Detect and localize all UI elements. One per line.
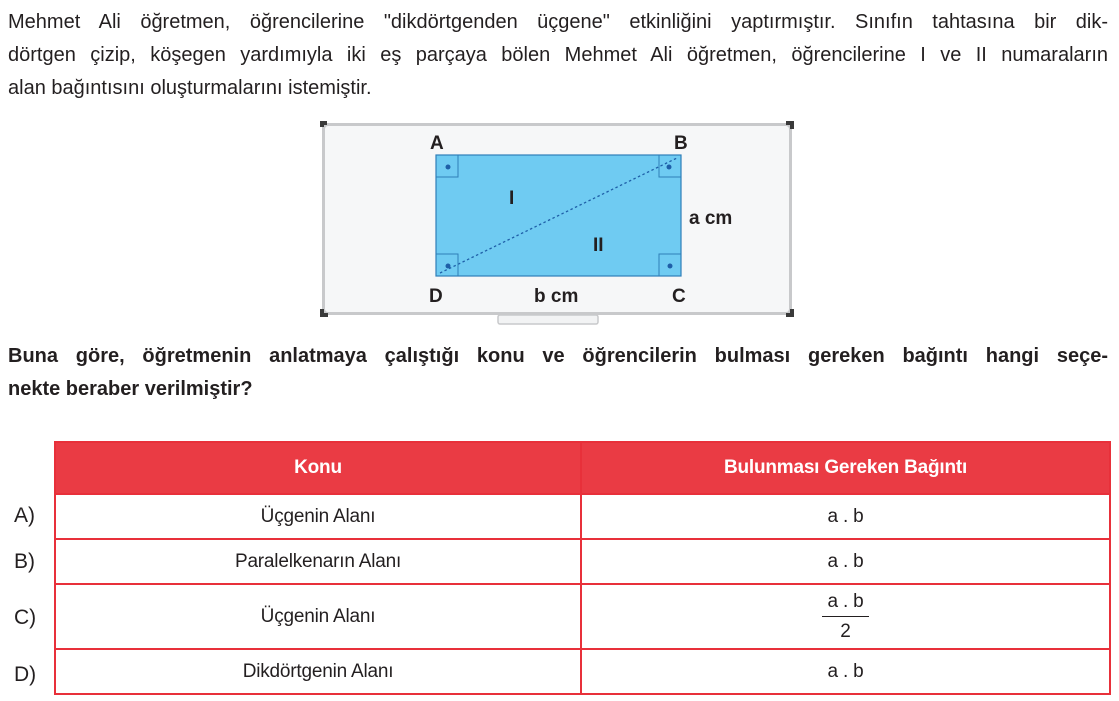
- table-row[interactable]: [55, 584, 1110, 649]
- question-line-2: nekte beraber verilmiştir?: [8, 378, 253, 400]
- right-angle-dot: [446, 165, 451, 170]
- side-label-height: a cm: [689, 208, 733, 229]
- option-d-relation: a . b: [581, 649, 1110, 694]
- option-c-topic: Üçgenin Alanı: [55, 584, 581, 649]
- right-angle-dot: [668, 264, 673, 269]
- header-topic: Konu: [55, 442, 581, 494]
- right-angle-dot: [667, 165, 672, 170]
- option-a-relation: a . b: [581, 494, 1110, 539]
- option-letter-c[interactable]: C): [14, 606, 37, 629]
- question-text: [8, 340, 1108, 406]
- option-b-relation: a . b: [581, 539, 1110, 584]
- region-label-two: II: [593, 235, 604, 256]
- option-c-relation: [581, 584, 1110, 649]
- option-letter-a[interactable]: A): [14, 504, 35, 527]
- fraction-denominator: 2: [840, 620, 851, 642]
- question-line-1: Buna göre, öğretmenin anlatmaya çalıştığı konu ve öğrencilerin bulması gereken bağıntı hangi seçe-: [8, 345, 1108, 367]
- rectangle-diagram: [318, 118, 798, 330]
- table-header-row: [55, 442, 1110, 494]
- fraction: [822, 591, 870, 643]
- intro-line-1: Mehmet Ali öğretmen, öğrencilerine "dikdörtgenden üçgene" etkinliğini yaptırmıştır. Sınıfın tahtasına bir dik-: [8, 11, 1108, 33]
- option-letter-d[interactable]: D): [14, 663, 37, 686]
- corner-label-d: D: [429, 286, 443, 307]
- right-angle-dot: [446, 264, 451, 269]
- whiteboard-figure: [318, 118, 798, 330]
- side-label-width: b cm: [534, 286, 579, 307]
- option-a-topic: Üçgenin Alanı: [55, 494, 581, 539]
- intro-line-3: alan bağıntısını oluşturmalarını istemiştir.: [8, 77, 372, 99]
- region-label-one: I: [509, 188, 515, 209]
- intro-line-2: dörtgen çizip, köşegen yardımıyla iki eş parçaya bölen Mehmet Ali öğretmen, öğrencilerine I ve II numaraların: [8, 44, 1108, 66]
- corner-label-a: A: [430, 133, 444, 154]
- table-row[interactable]: [55, 539, 1110, 584]
- problem-intro: [8, 6, 1108, 105]
- option-b-topic: Paralelkenarın Alanı: [55, 539, 581, 584]
- header-relation: Bulunması Gereken Bağıntı: [581, 442, 1110, 494]
- option-letter-b[interactable]: B): [14, 550, 35, 573]
- option-d-topic: Dikdörtgenin Alanı: [55, 649, 581, 694]
- corner-label-b: B: [674, 133, 688, 154]
- options-table: [54, 441, 1111, 695]
- corner-label-c: C: [672, 286, 686, 307]
- table-row[interactable]: [55, 494, 1110, 539]
- table-row[interactable]: [55, 649, 1110, 694]
- marker-tray: [498, 315, 598, 324]
- fraction-numerator: a . b: [822, 591, 870, 617]
